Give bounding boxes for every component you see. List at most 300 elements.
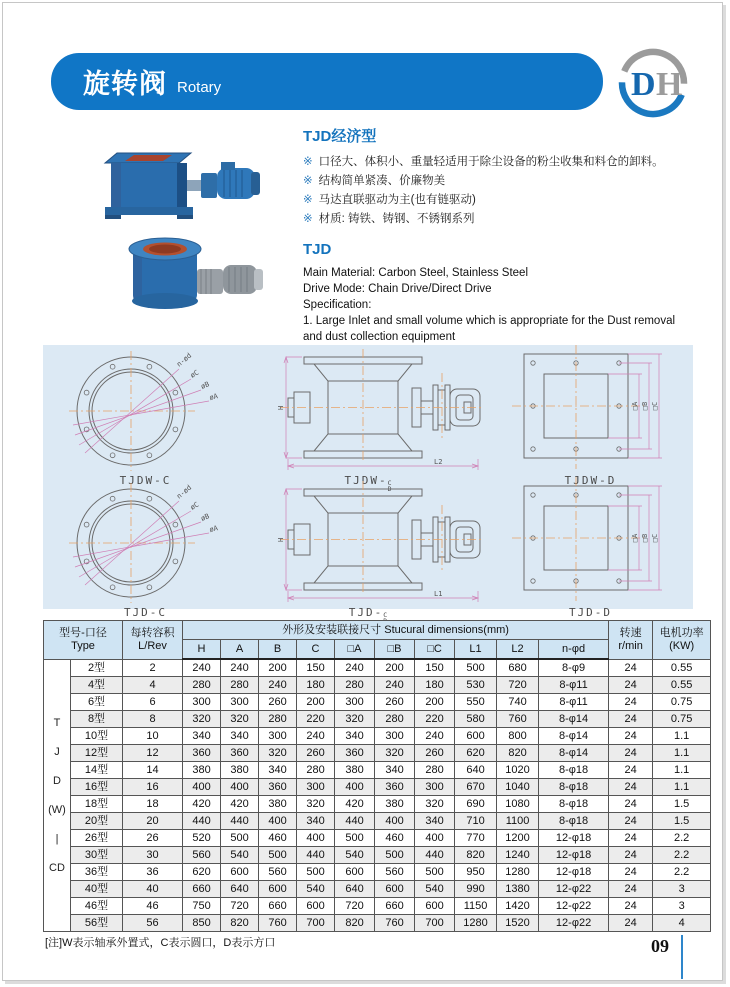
- value-cell: 280: [415, 762, 455, 779]
- dim-label-height: H: [277, 537, 285, 542]
- value-cell: 24: [609, 813, 653, 830]
- value-cell: 1.1: [653, 728, 711, 745]
- spec-line: Specification:: [303, 299, 372, 311]
- value-cell: 500: [221, 830, 259, 847]
- model-cell: 26型: [71, 830, 123, 847]
- drawing-tjd-d: [488, 477, 693, 619]
- table-row: [44, 728, 711, 745]
- value-cell: 220: [415, 711, 455, 728]
- value-cell: 560: [375, 864, 415, 881]
- dim-label-phi-a: øA: [208, 392, 219, 402]
- value-cell: 240: [415, 728, 455, 745]
- value-cell: 12-φ18: [539, 847, 609, 864]
- value-cell: 24: [609, 711, 653, 728]
- value-cell: 1150: [455, 898, 497, 915]
- value-cell: 760: [375, 915, 415, 932]
- value-cell: 990: [455, 881, 497, 898]
- dim-label-phi-b: øB: [199, 380, 211, 391]
- value-cell: 24: [609, 728, 653, 745]
- dim-label-square-c: □C: [650, 533, 659, 543]
- dim-label-phi-c: øC: [188, 368, 200, 380]
- value-cell: 0.55: [653, 659, 711, 677]
- value-cell: 3: [653, 881, 711, 898]
- value-cell: 320: [335, 711, 375, 728]
- value-cell: 300: [259, 728, 297, 745]
- value-cell: 320: [375, 745, 415, 762]
- value-cell: 56: [123, 915, 183, 932]
- value-cell: 380: [335, 762, 375, 779]
- table-row: [44, 659, 711, 677]
- value-cell: 440: [415, 847, 455, 864]
- feature-bullet: [303, 172, 708, 191]
- value-cell: 2.2: [653, 847, 711, 864]
- table-row: [44, 677, 711, 694]
- value-cell: 12-φ22: [539, 915, 609, 932]
- header-type: 型号-口径 Type: [44, 621, 123, 660]
- value-cell: 640: [335, 881, 375, 898]
- spec-line: and dust collection equipment: [303, 331, 456, 343]
- description-column: [303, 125, 708, 361]
- square-flange-drawing: [496, 477, 686, 605]
- value-cell: 320: [415, 796, 455, 813]
- value-cell: 24: [609, 864, 653, 881]
- value-cell: 1.5: [653, 813, 711, 830]
- value-cell: 240: [297, 728, 335, 745]
- drawing-caption: TJD-C: [123, 606, 168, 619]
- value-cell: 660: [375, 898, 415, 915]
- value-cell: 220: [297, 711, 335, 728]
- dim-label-square-a: □A: [630, 533, 639, 543]
- value-cell: 320: [221, 711, 259, 728]
- value-cell: 540: [415, 881, 455, 898]
- table-row: [44, 864, 711, 881]
- value-cell: 1.1: [653, 745, 711, 762]
- value-cell: 600: [455, 728, 497, 745]
- value-cell: 360: [221, 745, 259, 762]
- value-cell: 500: [259, 847, 297, 864]
- value-cell: 340: [297, 813, 335, 830]
- feature-bullet-list: [303, 153, 708, 229]
- value-cell: 8-φ14: [539, 728, 609, 745]
- dim-label-phi-a: øA: [208, 524, 219, 534]
- value-cell: 240: [375, 677, 415, 694]
- value-cell: 460: [375, 830, 415, 847]
- spec-line: Drive Mode: Chain Drive/Direct Drive: [303, 283, 492, 295]
- value-cell: 750: [183, 898, 221, 915]
- value-cell: 16: [123, 779, 183, 796]
- model-cell: 30型: [71, 847, 123, 864]
- value-cell: 8-φ14: [539, 711, 609, 728]
- value-cell: 380: [259, 796, 297, 813]
- table-row: [44, 847, 711, 864]
- dimension-subheader-row: H A B C □A □B □C L1 L2 n-φd: [44, 640, 711, 660]
- value-cell: 24: [609, 762, 653, 779]
- model-cell: 4型: [71, 677, 123, 694]
- value-cell: 240: [221, 659, 259, 677]
- value-cell: 600: [221, 864, 259, 881]
- value-cell: 400: [335, 779, 375, 796]
- feature-bullet: [303, 191, 708, 210]
- bullet-text: 材质: 铸铁、铸钢、不锈钢系列: [318, 213, 475, 225]
- dim-label-phi-c: øC: [188, 500, 200, 512]
- value-cell: 1280: [455, 915, 497, 932]
- value-cell: 560: [183, 847, 221, 864]
- table-row: [44, 711, 711, 728]
- drawing-caption: TJDW- C D: [344, 474, 392, 493]
- drawing-caption: TJDW-D: [564, 474, 617, 487]
- value-cell: 26: [123, 830, 183, 847]
- valve-side-view-drawing: [252, 477, 484, 605]
- value-cell: 40: [123, 881, 183, 898]
- drawing-caption: TJD- C: [348, 606, 388, 619]
- table-row: [44, 779, 711, 796]
- value-cell: 700: [297, 915, 335, 932]
- value-cell: 1520: [497, 915, 539, 932]
- value-cell: 260: [415, 745, 455, 762]
- value-cell: 550: [455, 694, 497, 711]
- value-cell: 600: [335, 864, 375, 881]
- value-cell: 400: [297, 830, 335, 847]
- value-cell: 800: [497, 728, 539, 745]
- value-cell: 18: [123, 796, 183, 813]
- value-cell: 440: [297, 847, 335, 864]
- value-cell: 0.55: [653, 677, 711, 694]
- value-cell: 300: [335, 694, 375, 711]
- table-row: [44, 915, 711, 932]
- value-cell: 24: [609, 898, 653, 915]
- value-cell: 8-φ9: [539, 659, 609, 677]
- bullet-text: 马达直联驱动为主(也有链驱动): [318, 194, 476, 206]
- value-cell: 360: [375, 779, 415, 796]
- table-row: [44, 796, 711, 813]
- header-power: 电机功率 (KW): [653, 621, 711, 660]
- value-cell: 240: [183, 659, 221, 677]
- dim-label-square-b: □B: [640, 401, 649, 411]
- page-number: 09: [651, 936, 669, 956]
- value-cell: 500: [375, 847, 415, 864]
- value-cell: 1280: [497, 864, 539, 881]
- value-cell: 640: [455, 762, 497, 779]
- value-cell: 4: [123, 677, 183, 694]
- value-cell: 14: [123, 762, 183, 779]
- drawing-tjdw-cd: [248, 345, 488, 493]
- value-cell: 660: [183, 881, 221, 898]
- value-cell: 260: [375, 694, 415, 711]
- value-cell: 380: [375, 796, 415, 813]
- spec-table: [43, 620, 711, 932]
- table-row: [44, 881, 711, 898]
- header-speed: 转速 r/min: [609, 621, 653, 660]
- value-cell: 8-φ11: [539, 694, 609, 711]
- value-cell: 300: [183, 694, 221, 711]
- value-cell: 12-φ18: [539, 830, 609, 847]
- value-cell: 30: [123, 847, 183, 864]
- value-cell: 8: [123, 711, 183, 728]
- value-cell: 200: [259, 659, 297, 677]
- drawing-caption: TJD-D: [568, 606, 613, 619]
- table-row: [44, 813, 711, 830]
- value-cell: 200: [375, 659, 415, 677]
- value-cell: 740: [497, 694, 539, 711]
- header-dimensions-group: 外形及安装联接尺寸 Stucural dimensions(mm): [183, 621, 609, 640]
- logo-letter-h: H: [656, 66, 683, 103]
- value-cell: 260: [297, 745, 335, 762]
- value-cell: 1380: [497, 881, 539, 898]
- value-cell: 420: [335, 796, 375, 813]
- value-cell: 280: [183, 677, 221, 694]
- value-cell: 24: [609, 881, 653, 898]
- product-photo-square-inlet-valve: [93, 141, 268, 236]
- value-cell: 600: [297, 898, 335, 915]
- value-cell: 820: [455, 847, 497, 864]
- value-cell: 0.75: [653, 694, 711, 711]
- dim-label-square-b: □B: [640, 533, 649, 543]
- table-row: [44, 830, 711, 847]
- value-cell: 340: [375, 762, 415, 779]
- value-cell: 440: [221, 813, 259, 830]
- value-cell: 300: [221, 694, 259, 711]
- value-cell: 6: [123, 694, 183, 711]
- value-cell: 3: [653, 898, 711, 915]
- value-cell: 460: [259, 830, 297, 847]
- feature-bullet: [303, 210, 708, 229]
- value-cell: 300: [375, 728, 415, 745]
- value-cell: 300: [297, 779, 335, 796]
- value-cell: 8-φ11: [539, 677, 609, 694]
- value-cell: 540: [335, 847, 375, 864]
- value-cell: 440: [335, 813, 375, 830]
- value-cell: 1420: [497, 898, 539, 915]
- bullet-marker: ※: [303, 213, 313, 225]
- page-title: 旋转阀: [83, 69, 167, 99]
- value-cell: 1.1: [653, 779, 711, 796]
- value-cell: 180: [415, 677, 455, 694]
- value-cell: 280: [335, 677, 375, 694]
- value-cell: 670: [455, 779, 497, 796]
- company-logo-dh: [613, 43, 693, 123]
- square-flange-drawing: [496, 345, 686, 473]
- dim-label-square-c: □C: [650, 401, 659, 411]
- value-cell: 320: [183, 711, 221, 728]
- circular-flange-drawing: [51, 345, 241, 473]
- value-cell: 820: [221, 915, 259, 932]
- value-cell: 8-φ18: [539, 779, 609, 796]
- value-cell: 24: [609, 779, 653, 796]
- spec-line: Main Material: Carbon Steel, Stainless Steel: [303, 267, 528, 279]
- value-cell: 240: [335, 659, 375, 677]
- value-cell: 620: [455, 745, 497, 762]
- value-cell: 320: [297, 796, 335, 813]
- value-cell: 820: [497, 745, 539, 762]
- table-row: [44, 898, 711, 915]
- value-cell: 36: [123, 864, 183, 881]
- dim-label-square-a: □A: [630, 401, 639, 411]
- technical-drawings-panel: [43, 345, 693, 619]
- table-row: [44, 745, 711, 762]
- catalog-page: [2, 2, 723, 981]
- value-cell: 660: [259, 898, 297, 915]
- spec-table-body: [44, 659, 711, 932]
- value-cell: 760: [497, 711, 539, 728]
- value-cell: 24: [609, 694, 653, 711]
- value-cell: 540: [221, 847, 259, 864]
- model-cell: 40型: [71, 881, 123, 898]
- drawing-tjdw-d: [488, 345, 693, 487]
- value-cell: 24: [609, 830, 653, 847]
- value-cell: 690: [455, 796, 497, 813]
- value-cell: 710: [455, 813, 497, 830]
- value-cell: 600: [259, 881, 297, 898]
- value-cell: 530: [455, 677, 497, 694]
- value-cell: 280: [259, 711, 297, 728]
- model-cell: 56型: [71, 915, 123, 932]
- value-cell: 8-φ18: [539, 813, 609, 830]
- value-cell: 820: [335, 915, 375, 932]
- value-cell: 260: [259, 694, 297, 711]
- value-cell: 540: [297, 881, 335, 898]
- value-cell: 1240: [497, 847, 539, 864]
- value-cell: 640: [221, 881, 259, 898]
- page-subtitle: Rotary: [177, 79, 222, 96]
- drawing-tjdw-c: [43, 345, 248, 487]
- footnote: [注]W表示轴承外置式，C表示圆口，D表示方口: [45, 937, 276, 949]
- value-cell: 12-φ22: [539, 898, 609, 915]
- value-cell: 150: [415, 659, 455, 677]
- value-cell: 500: [335, 830, 375, 847]
- value-cell: 0.75: [653, 711, 711, 728]
- value-cell: 580: [455, 711, 497, 728]
- value-cell: 340: [335, 728, 375, 745]
- value-cell: 440: [183, 813, 221, 830]
- dim-label-phi-b: øB: [199, 512, 211, 523]
- value-cell: 280: [297, 762, 335, 779]
- value-cell: 560: [259, 864, 297, 881]
- value-cell: 280: [221, 677, 259, 694]
- section-heading-economy: TJD经济型: [303, 128, 377, 145]
- value-cell: 46: [123, 898, 183, 915]
- value-cell: 2.2: [653, 864, 711, 881]
- value-cell: 1100: [497, 813, 539, 830]
- drawing-tjd-cd: [248, 477, 488, 619]
- drawing-tjd-c: [43, 477, 248, 619]
- value-cell: 720: [221, 898, 259, 915]
- value-cell: 20: [123, 813, 183, 830]
- value-cell: 8-φ14: [539, 745, 609, 762]
- value-cell: 24: [609, 659, 653, 677]
- value-cell: 340: [183, 728, 221, 745]
- value-cell: 24: [609, 677, 653, 694]
- bullet-text: 口径大、体积小、重量轻适用于除尘设备的粉尘收集和料仓的卸料。: [318, 156, 664, 168]
- value-cell: 300: [415, 779, 455, 796]
- value-cell: 1040: [497, 779, 539, 796]
- value-cell: 2.2: [653, 830, 711, 847]
- value-cell: 240: [259, 677, 297, 694]
- value-cell: 12: [123, 745, 183, 762]
- value-cell: 340: [415, 813, 455, 830]
- dim-label-height: H: [277, 405, 285, 410]
- bullet-marker: ※: [303, 156, 313, 168]
- value-cell: 200: [415, 694, 455, 711]
- value-cell: 12-φ18: [539, 864, 609, 881]
- value-cell: 8-φ18: [539, 762, 609, 779]
- value-cell: 8-φ18: [539, 796, 609, 813]
- dim-label-length: L1: [434, 590, 443, 598]
- value-cell: 1.1: [653, 762, 711, 779]
- table-row: [44, 762, 711, 779]
- header-volume: 每转容积 L/Rev: [123, 621, 183, 660]
- model-cell: 10型: [71, 728, 123, 745]
- value-cell: 400: [183, 779, 221, 796]
- value-cell: 360: [335, 745, 375, 762]
- value-cell: 500: [455, 659, 497, 677]
- model-cell: 14型: [71, 762, 123, 779]
- value-cell: 380: [183, 762, 221, 779]
- section-heading-tjd: TJD: [303, 241, 332, 258]
- value-cell: 360: [259, 779, 297, 796]
- value-cell: 340: [221, 728, 259, 745]
- model-cell: 6型: [71, 694, 123, 711]
- circular-flange-drawing: [51, 477, 241, 605]
- value-cell: 850: [183, 915, 221, 932]
- value-cell: 600: [415, 898, 455, 915]
- value-cell: 12-φ22: [539, 881, 609, 898]
- product-photo-round-inlet-valve: [113, 233, 273, 321]
- value-cell: 24: [609, 847, 653, 864]
- value-cell: 400: [415, 830, 455, 847]
- table-row: [44, 694, 711, 711]
- value-cell: 500: [297, 864, 335, 881]
- model-cell: 8型: [71, 711, 123, 728]
- value-cell: 180: [297, 677, 335, 694]
- drawing-caption: TJDW-C: [119, 474, 172, 487]
- value-cell: 360: [183, 745, 221, 762]
- value-cell: 720: [335, 898, 375, 915]
- value-cell: 420: [221, 796, 259, 813]
- value-cell: 600: [375, 881, 415, 898]
- value-cell: 700: [415, 915, 455, 932]
- value-cell: 2: [123, 659, 183, 677]
- value-cell: 4: [653, 915, 711, 932]
- page-header-bar: [51, 53, 603, 110]
- bullet-marker: ※: [303, 175, 313, 187]
- value-cell: 770: [455, 830, 497, 847]
- bullet-marker: ※: [303, 194, 313, 206]
- value-cell: 150: [297, 659, 335, 677]
- page-number-accent-line: [681, 935, 683, 979]
- value-cell: 720: [497, 677, 539, 694]
- value-cell: 1.5: [653, 796, 711, 813]
- model-cell: 16型: [71, 779, 123, 796]
- dim-label-bolt-circle: n-ød: [174, 351, 193, 369]
- value-cell: 520: [183, 830, 221, 847]
- bullet-text: 结构简单紧凑、价廉物美: [318, 175, 446, 187]
- logo-letter-d: D: [631, 66, 656, 103]
- value-cell: 620: [183, 864, 221, 881]
- feature-bullet: [303, 153, 708, 172]
- value-cell: 1200: [497, 830, 539, 847]
- series-label-cell: T J D (W) | CD: [44, 659, 71, 932]
- value-cell: 400: [375, 813, 415, 830]
- value-cell: 24: [609, 796, 653, 813]
- model-cell: 12型: [71, 745, 123, 762]
- dim-label-bolt-circle: n-ød: [174, 483, 193, 501]
- value-cell: 200: [297, 694, 335, 711]
- value-cell: 400: [259, 813, 297, 830]
- value-cell: 400: [221, 779, 259, 796]
- value-cell: 24: [609, 915, 653, 932]
- value-cell: 500: [415, 864, 455, 881]
- value-cell: 950: [455, 864, 497, 881]
